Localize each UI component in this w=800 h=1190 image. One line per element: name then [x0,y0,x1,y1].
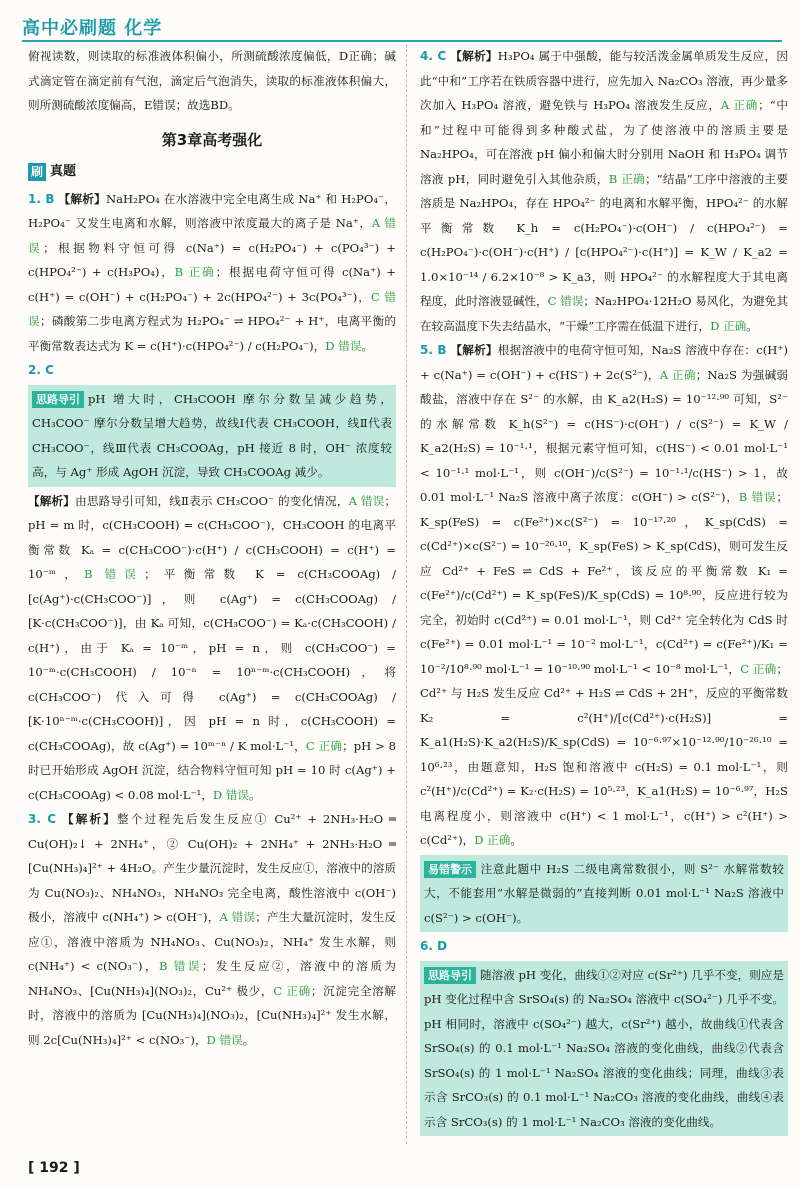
answer-text: ；平衡常数 K = c(CH₃COOAg) / [c(Ag⁺)·c(CH₃COO⁻)]，则 c(Ag⁺) = c(CH₃COOAg) / [K·c(CH₃COO⁻)]，由 Kₐ 可知，c(CH₃COO⁻) = Kₐ·c(CH₃COOH) / c(H⁺)，由于 Kₐ = 10⁻ᵐ，pH = n，则 c(CH₃COO⁻) = 10⁻ᵐ·c(CH₃COOH) / 10⁻ⁿ = 10ⁿ⁻ᵐ·c(CH₃COOH)，将 c(CH₃COO⁻) 代入可得 c(Ag⁺) = c(CH₃COOAg) / [K·10ⁿ⁻ᵐ·c(CH₃COOH)]，因 pH = n 时，c(CH₃COOH) = c(CH₃COOAg)，故 c(Ag⁺) = 10ᵐ⁻ⁿ / K mol·L⁻¹， [28,567,396,753]
question-1-answer [28,187,396,359]
option-verdict: A 错误 [219,910,256,924]
answer-text: ；“中和”过程中可能得到多种酸式盐，为了使溶液中的溶质主要是 Na₂HPO₄，可在溶液 pH 偏小和偏大时分别用 NaOH 和 H₃PO₄ 调节溶液 pH，同时避免引入其他杂质， [420,98,788,186]
question-5-answer [420,338,788,853]
answer-text: ；产生大量沉淀时，发生反应①，溶液中溶质为 NH₄NO₃、Cu(NO₃)₂，NH₄⁺ 发生水解，则 c(NH₄⁺) < c(NO₃⁻)， [28,910,396,973]
thinking-guide-badge: 思路导引 [424,967,476,984]
explain-tag: 【解析】 [61,812,118,826]
answer-text: H₃PO₄ 属于中强酸，能与较活泼金属单质发生反应，因此“中和”工序若在铁质容器中进行，应先加入 Na₂CO₃ 溶液，再少量多次加入 H₃PO₄ 溶液，避免铁与 H₃PO₄ 溶液发生反应， [420,49,788,112]
explain-tag: 【解析】 [58,191,106,206]
answer-text: 由思路导引可知，线Ⅱ表示 CH₃COO⁻ 的变化情况， [75,493,349,508]
explain-tag: 【解析】 [450,343,498,357]
question-number: 5. B [420,343,447,357]
answer-text: 。 [361,338,374,353]
question-3-answer [28,807,396,1052]
answer-text: 根据溶液中的电荷守恒可知，Na₂S 溶液中存在：c(H⁺) + c(Na⁺) = c(OH⁻) + c(HS⁻) + 2c(S²⁻)， [420,343,788,382]
answer-text: ；沉淀完全溶解时，溶液中的溶质为 [Cu(NH₃)₄](NO₃)₂，[Cu(NH₃)₄]²⁺ 发生水解，则 2c[Cu(NH₃)₄]²⁺ < c(NO₃⁻)， [28,983,396,1047]
answer-text: ；Na₂HPO₄·12H₂O 易风化，为避免其在较高温度下失去结晶水，“干燥”工序需在低温下进行， [420,294,788,333]
answer-text: ；pH = m 时，c(CH₃COOH) = c(CH₃COO⁻)，CH₃COOH 的电离平衡常数 Kₐ = c(CH₃COO⁻)·c(H⁺) / c(CH₃COOH) = c(H⁺) = 10⁻ᵐ， [28,493,396,581]
question-2-header [28,358,396,383]
option-verdict: B 正确 [608,171,646,186]
option-verdict: B 错误 [84,567,145,581]
option-verdict: D 错误 [206,1032,243,1047]
thinking-guide-text: pH 增大时，CH₃COOH 摩尔分数呈减少趋势，CH₃COO⁻ 摩尔分数呈增大趋势，故线Ⅰ代表 CH₃COOH，线Ⅱ代表 CH₃COO⁻，线Ⅲ代表 CH₃COOAg，pH 接近 8 时，OH⁻ 浓度较高，与 Ag⁺ 形成 AgOH 沉淀，导致 CH₃COOAg 减少。 [32,391,392,479]
option-verdict: C 正确 [273,983,311,998]
section-label: 真题 [50,164,77,179]
question-number: 6. D [420,939,448,953]
option-verdict: D 正确 [474,833,511,847]
common-mistake-text: 注意此题中 H₂S 二级电离常数很小，则 S²⁻ 水解常数较大，不能套用“水解是微弱的”直接判断 0.01 mol·L⁻¹ Na₂S 溶液中 c(S²⁻) > c(OH⁻)。 [424,861,784,925]
answer-text: ；pH > 8 时已开始形成 AgOH 沉淀，结合物料守恒可知 pH = 10 时 c(Ag⁺) + c(CH₃COOAg) < 0.08 mol·L⁻¹， [28,738,396,802]
explain-tag: 【解析】 [450,49,498,63]
answer-text: 。 [510,833,522,847]
left-column [28,44,396,1152]
option-verdict: B 错误 [159,959,202,973]
answer-text: 。 [242,1032,255,1047]
answer-text: 。 [746,318,758,333]
question-number: 1. B [28,191,55,206]
page-header [22,14,782,42]
right-column [420,44,788,1152]
option-verdict: C 错误 [547,294,584,308]
question-6-header [420,934,788,959]
question-number: 3. C [28,812,57,826]
option-verdict: A 错误 [348,493,385,508]
explain-tag: 【解析】 [28,493,76,508]
option-verdict: C 正确 [305,738,343,753]
option-verdict: C 错误 [28,289,396,328]
option-verdict: A 正确 [659,367,696,382]
intro-paragraph: 俯视读数，则读取的标准液体积偏小，所测硫酸浓度偏低，D正确；碱式滴定管在滴定前有气泡，滴定后气泡消失，读取的标准液体积偏大，则所测硫酸浓度偏高，E错误；故选BD。 [28,49,396,112]
answer-text: ；发生反应②，溶液中的溶质为 NH₄NO₃、[Cu(NH₃)₄](NO₃)₂，Cu²⁺ 极少， [28,959,396,998]
option-verdict: A 正确 [720,98,759,112]
book-title: 高中必刷题 化学 [22,18,163,39]
question-4-answer [420,44,788,338]
page-number-value: 192 [39,1160,69,1176]
answer-text: ；K_sp(FeS) = c(Fe²⁺)×c(S²⁻) = 10⁻¹⁷·²⁰，K_sp(CdS) = c(Cd²⁺)×c(S²⁻) = 10⁻²⁶·¹⁰，K_sp(FeS) > K_sp(CdS)，则可发生反应 Cd²⁺ + FeS ⇌ CdS + Fe²⁺，该反应的平衡常数 K₁ = c(Fe²⁺)/c(Cd²⁺) = K_sp(FeS)/K_sp(CdS) = 10⁸·⁹⁰，反应进行较为完全，初始时 c(Cd²⁺) = 0.01 mol·L⁻¹，则 Cd²⁺ 完全转化为 CdS 时 c(Fe²⁺) = 0.01 mol·L⁻¹ = 10⁻² mol·L⁻¹，c(Cd²⁺) = c(Fe²⁺)/K₁ = 10⁻²/10⁸·⁹⁰ mol·L⁻¹ = 10⁻¹⁰·⁹⁰ mol·L⁻¹ < 10⁻⁸ mol·L⁻¹， [420,490,788,676]
answer-text: 整个过程先后发生反应① Cu²⁺ + 2NH₃·H₂O ═ Cu(OH)₂↓ + 2NH₄⁺，② Cu(OH)₂ + 2NH₄⁺ + 2NH₃·H₂O ═ [Cu(NH₃)₄]²⁺ + 4H₂O。产生少量沉淀时，发生反应①，溶液中的溶质为 Cu(NO₃)₂、NH₄NO₃，NH₄NO₃ 完全电离，酸性溶液中 c(OH⁻) 极小，溶液中 c(NH₄⁺) > c(OH⁻)， [28,812,396,924]
section-title [28,160,396,185]
common-mistake-badge: 易错警示 [424,861,476,878]
answer-text: ；Cd²⁺ 与 H₂S 发生反应 Cd²⁺ + H₂S ⇌ CdS + 2H⁺，反应的平衡常数 K₂ = c²(H⁺)/[c(Cd²⁺)·c(H₂S)] = K_a1(H₂S)·K_a2(H₂S)/K_sp(CdS) = 10⁻⁶·⁹⁷×10⁻¹²·⁹⁰/10⁻²⁶·¹⁰ = 10⁶·²³，由题意知，H₂S 饱和溶液中 c(H₂S) = 0.1 mol·L⁻¹，则 c²(H⁺)/c(Cd²⁺) = K₂·c(H₂S) = 10⁵·²³，K_a1(H₂S) = 10⁻⁶·⁹⁷，H₂S 电离程度小，则溶液中 c(H⁺) < 1 mol·L⁻¹，c(H⁺) > c²(H⁺) > c(Cd²⁺)， [420,661,788,847]
answer-text: 。 [249,787,261,802]
question-2-answer [28,489,396,808]
chapter-title: 第3章高考强化 [161,130,263,149]
option-verdict: D 错误 [212,787,250,802]
answer-text: NaH₂PO₄ 在水溶液中完全电离生成 Na⁺ 和 H₂PO₄⁻，H₂PO₄⁻ 又发生电离和水解，则溶液中浓度最大的离子是 Na⁺， [28,191,396,230]
option-verdict: C 正确 [740,661,777,676]
answer-text: ；Na₂S 为强碱弱酸盐，溶液中存在 S²⁻ 的水解，由 K_a2(H₂S) = 10⁻¹²·⁹⁰ 可知，S²⁻ 的水解常数 K_h(S²⁻) = c(HS⁻)·c(OH⁻) / c(S²⁻) = K_W / K_a2(H₂S) = 10⁻¹·¹，根据元素守恒可知，c(HS⁻) < 0.01 mol·L⁻¹ < 10⁻¹·¹ mol·L⁻¹，则 c(OH⁻)/c(S²⁻) = 10⁻¹·¹/c(HS⁻) > 1，故 0.01 mol·L⁻¹ Na₂S 溶液中离子浓度：c(OH⁻) > c(S²⁻)， [420,367,788,504]
thinking-guide-text: 随溶液 pH 变化，曲线①②对应 c(Sr²⁺) 几乎不变，则应是 pH 变化过程中含 SrSO₄(s) 的 Na₂SO₄ 溶液中 c(SO₄²⁻) 几乎不变。pH 相同时，溶液中 c(SO₄²⁻) 越大，c(Sr²⁺) 越小，故曲线①代表含 SrSO₄(s) 的 0.1 mol·L⁻¹ Na₂SO₄ 溶液的变化曲线，曲线②代表含 SrSO₄(s) 的 1 mol·L⁻¹ Na₂SO₄ 溶液的变化曲线；同理，曲线③表示含 SrCO₃(s) 的 0.1 mol·L⁻¹ Na₂CO₃ 溶液的变化曲线，曲线④表示含 SrCO₃(s) 的 1 mol·L⁻¹ Na₂CO₃ 溶液的变化曲线。 [424,967,785,1129]
question-number: 4. C [420,49,447,63]
option-verdict: B 错误 [738,490,777,504]
answer-text: ；根据电荷守恒可得 c(Na⁺) + c(H⁺) = c(OH⁻) + c(H₂PO₄⁻) + 2c(HPO₄²⁻) + 3c(PO₄³⁻)， [28,265,396,304]
brush-badge: 刷 [28,163,46,181]
column-divider [406,44,407,1144]
common-mistake-box [420,855,788,933]
thinking-guide-badge: 思路导引 [32,391,84,408]
option-verdict: A 错误 [28,216,396,255]
thinking-guide-box [28,385,396,487]
option-verdict: D 正确 [710,318,747,333]
option-verdict: D 错误 [325,338,362,353]
question-number: 2. C [28,363,54,377]
option-verdict: B 正确 [174,265,216,279]
answer-text: ；磷酸第二步电离方程式为 H₂PO₄⁻ ⇌ HPO₄²⁻ + H⁺，电离平衡的平衡常数表达式为 K = c(H⁺)·c(HPO₄²⁻) / c(H₂PO₄⁻)， [28,314,396,353]
page-number: [ 192 ] [28,1160,80,1176]
answer-text: ；根据物料守恒可得 c(Na⁺) = c(H₂PO₄⁻) + c(PO₄³⁻) + c(HPO₄²⁻) + c(H₃PO₄)， [28,240,396,279]
answer-text: ；“结晶”工序中溶液的主要溶质是 Na₂HPO₄，存在 HPO₄²⁻ 的电离和水解平衡，HPO₄²⁻ 的水解平衡常数 K_h = c(H₂PO₄⁻)·c(OH⁻) / c(HPO₄²⁻) = c(H₂PO₄⁻)·c(OH⁻)·c(H⁺) / [c(HPO₄²⁻)·c(H⁺)] = K_W / K_a2 = 1.0×10⁻¹⁴ / 6.2×10⁻⁸ > K_a3，则 HPO₄²⁻ 的水解程度大于其电离程度，此时溶液显碱性， [420,171,788,308]
thinking-guide-box [420,961,788,1137]
